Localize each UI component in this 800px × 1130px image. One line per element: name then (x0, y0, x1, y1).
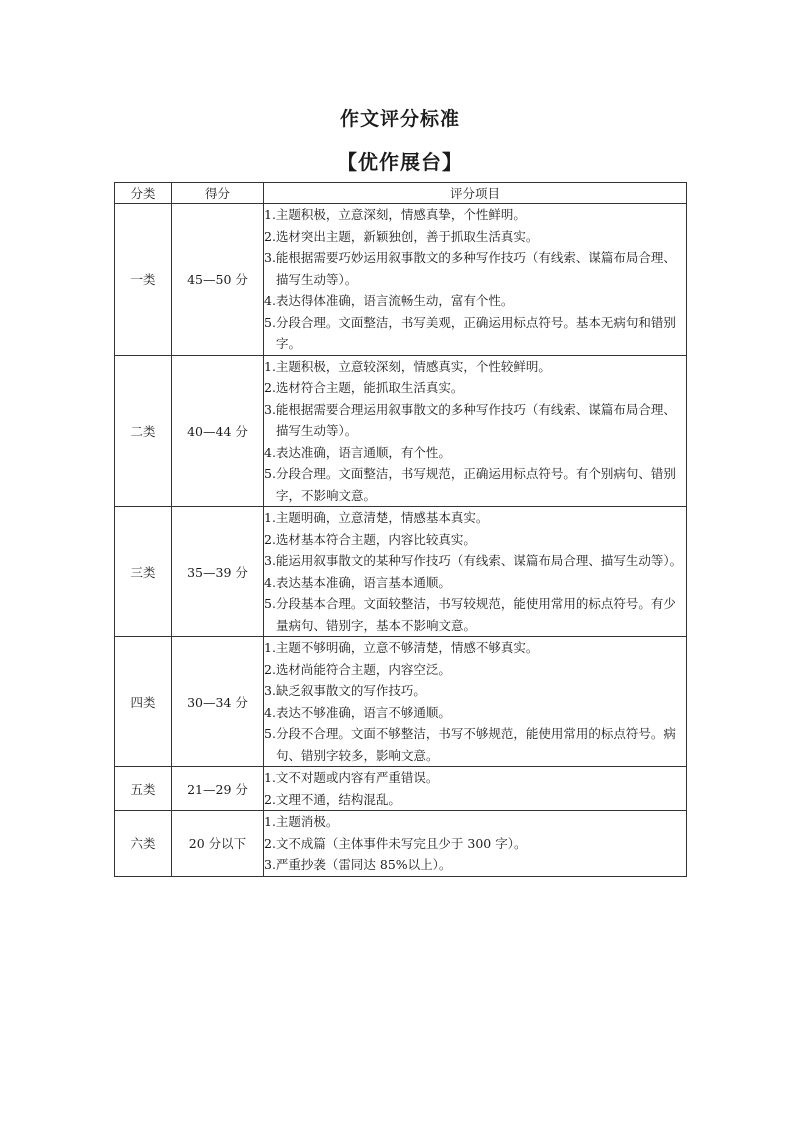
criteria-item: 2.选材突出主题，新颖独创，善于抓取生活真实。 (264, 228, 539, 244)
table-row (115, 811, 687, 877)
criteria-item: 5.分段合理。文面整洁，书写美观，正确运用标点符号。基本无病句和错别字。 (264, 314, 676, 351)
criteria-item: 2.选材尚能符合主题，内容空泛。 (264, 661, 451, 677)
table-row (115, 767, 687, 811)
table-header-row (115, 183, 687, 204)
criteria-item: 4.表达得体准确，语言流畅生动，富有个性。 (264, 293, 514, 308)
table-row (115, 637, 687, 767)
page-subtitle: 【优作展台】 (337, 150, 463, 174)
criteria-item: 1.主题积极，立意较深刻，情感真实，个性较鲜明。 (264, 358, 551, 374)
category-cell: 一类 (115, 204, 172, 356)
table-row (115, 204, 687, 356)
score-cell: 40—44 分 (172, 355, 264, 507)
criteria-item: 2.文理不通，结构混乱。 (264, 791, 401, 807)
header-score: 得分 (172, 183, 264, 204)
table-row (115, 507, 687, 637)
score-cell: 30—34 分 (172, 637, 264, 767)
criteria-cell (264, 355, 687, 507)
table-row (115, 355, 687, 507)
criteria-cell (264, 637, 687, 767)
criteria-cell (264, 507, 687, 637)
criteria-item: 4.表达准确，语言通顺，有个性。 (264, 444, 451, 460)
criteria-item: 5.分段不合理。文面不够整洁，书写不够规范，能使用常用的标点符号。病句、错别字较多，影响文意。 (264, 726, 676, 763)
criteria-item: 3.能运用叙事散文的某种写作技巧（有线索、谋篇布局合理、描写生动等）。 (264, 553, 683, 568)
category-cell: 四类 (115, 637, 172, 767)
page-title: 作文评分标准 (339, 108, 460, 130)
category-cell: 三类 (115, 507, 172, 637)
header-category: 分类 (115, 183, 172, 204)
category-cell: 六类 (115, 811, 172, 877)
criteria-item: 1.主题消极。 (264, 814, 339, 829)
score-cell: 45—50 分 (172, 204, 264, 356)
criteria-item: 5.分段合理。文面整洁，书写规范，正确运用标点符号。有个别病句、错别字，不影响文意。 (264, 466, 676, 503)
score-cell: 20 分以下 (172, 811, 264, 877)
criteria-item: 1.文不对题或内容有严重错误。 (264, 770, 439, 785)
category-cell: 二类 (115, 355, 172, 507)
criteria-cell (264, 767, 687, 811)
criteria-item: 4.表达不够准确，语言不够通顺。 (264, 704, 451, 720)
score-cell: 21—29 分 (172, 767, 264, 811)
criteria-item: 5.分段基本合理。文面较整洁，书写较规范，能使用常用的标点符号。有少量病句、错别字，基本不影响文意。 (264, 596, 676, 633)
criteria-item: 1.主题明确，立意清楚，情感基本真实。 (264, 510, 489, 525)
criteria-cell (264, 204, 687, 356)
criteria-cell (264, 811, 687, 877)
criteria-item: 2.选材符合主题，能抓取生活真实。 (264, 380, 464, 395)
criteria-item: 1.主题积极，立意深刻，情感真挚，个性鲜明。 (264, 207, 526, 222)
criteria-item: 3.能根据需要巧妙运用叙事散文的多种写作技巧（有线索、谋篇布局合理、描写生动等）。 (264, 250, 676, 287)
category-cell: 五类 (115, 767, 172, 811)
criteria-item: 3.严重抄袭（雷同达 85%以上）。 (264, 857, 452, 872)
criteria-item: 2.文不成篇（主体事件未写完且少于 300 字）。 (264, 835, 527, 851)
criteria-item: 3.缺乏叙事散文的写作技巧。 (264, 683, 426, 698)
rubric-table (114, 182, 687, 877)
criteria-item: 1.主题不够明确，立意不够清楚，情感不够真实。 (264, 640, 539, 655)
header-criteria: 评分项目 (264, 183, 687, 204)
score-cell: 35—39 分 (172, 507, 264, 637)
criteria-item: 3.能根据需要合理运用叙事散文的多种写作技巧（有线索、谋篇布局合理、描写生动等）。 (264, 401, 676, 438)
criteria-item: 2.选材基本符合主题，内容比较真实。 (264, 531, 476, 547)
criteria-item: 4.表达基本准确，语言基本通顺。 (264, 574, 451, 590)
